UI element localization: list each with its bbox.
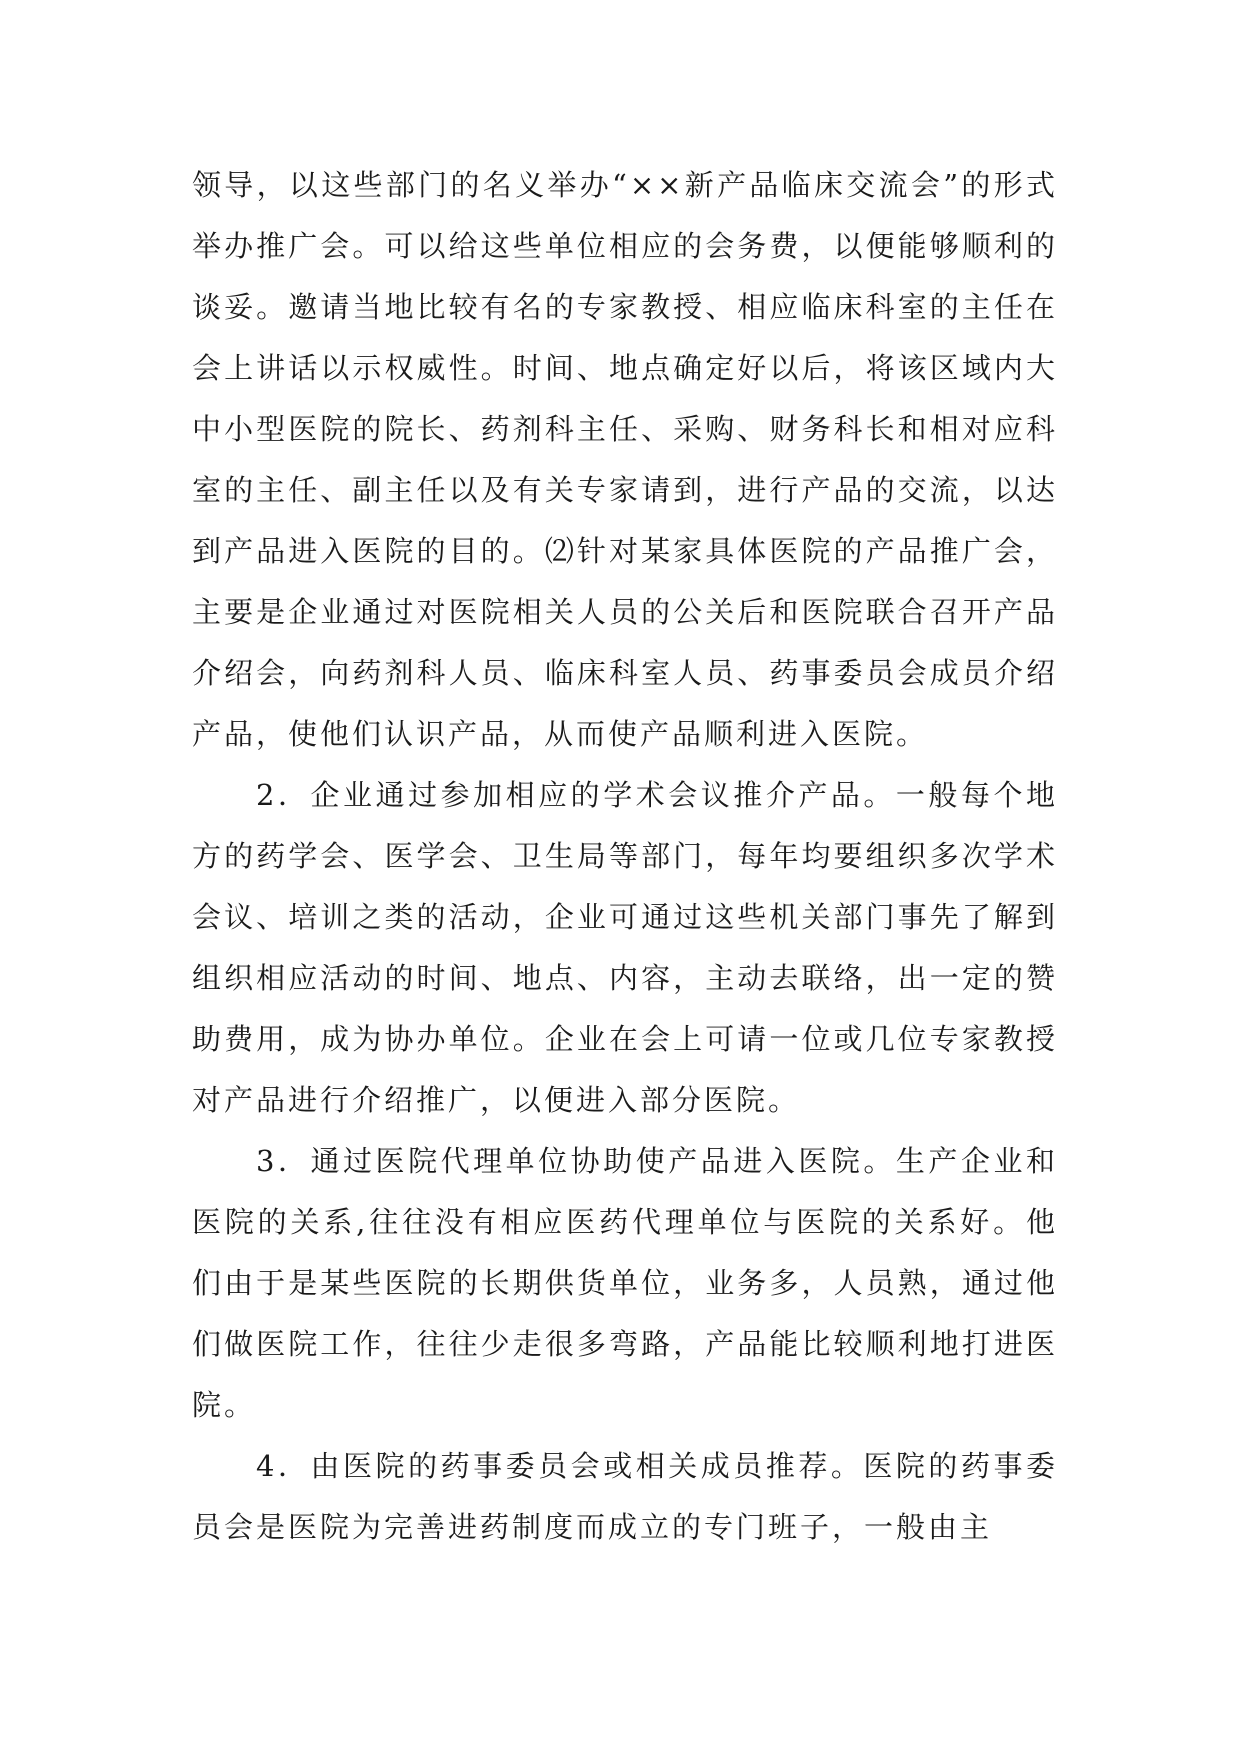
paragraph-4: 4．由医院的药事委员会或相关成员推荐。医院的药事委员会是医院为完善进药制度而成立的专门班子，一般由主 (192, 1449, 1058, 1544)
paragraph-1: 领导，以这些部门的名义举办“××新产品临床交流会”的形式举办推广会。可以给这些单位相应的会务费，以便能够顺利的谈妥。邀请当地比较有名的专家教授、相应临床科室的主任在会上讲话以示权威性。时间、地点确定好以后，将该区域内大中小型医院的院长、药剂科主任、采购、财务科长和相对应科室的主任、副主任以及有关专家请到，进行产品的交流，以达到产品进入医院的目的。⑵针对某家具体医院的产品推广会，主要是企业通过对医院相关人员的公关后和医院联合召开产品介绍会，向药剂科人员、临床科室人员、药事委员会成员介绍产品，使他们认识产品，从而使产品顺利进入医院。 (192, 168, 1058, 751)
body-text (192, 155, 1058, 1558)
paragraph-2: 2．企业通过参加相应的学术会议推介产品。一般每个地方的药学会、医学会、卫生局等部门，每年均要组织多次学术会议、培训之类的活动，企业可通过这些机关部门事先了解到组织相应活动的时间、地点、内容，主动去联络，出一定的赞助费用，成为协办单位。企业在会上可请一位或几位专家教授对产品进行介绍推广，以便进入部分医院。 (192, 778, 1058, 1117)
paragraph-3: 3．通过医院代理单位协助使产品进入医院。生产企业和医院的关系,往往没有相应医药代理单位与医院的关系好。他们由于是某些医院的长期供货单位，业务多，人员熟，通过他们做医院工作，往往少走很多弯路，产品能比较顺利地打进医院。 (192, 1144, 1058, 1422)
